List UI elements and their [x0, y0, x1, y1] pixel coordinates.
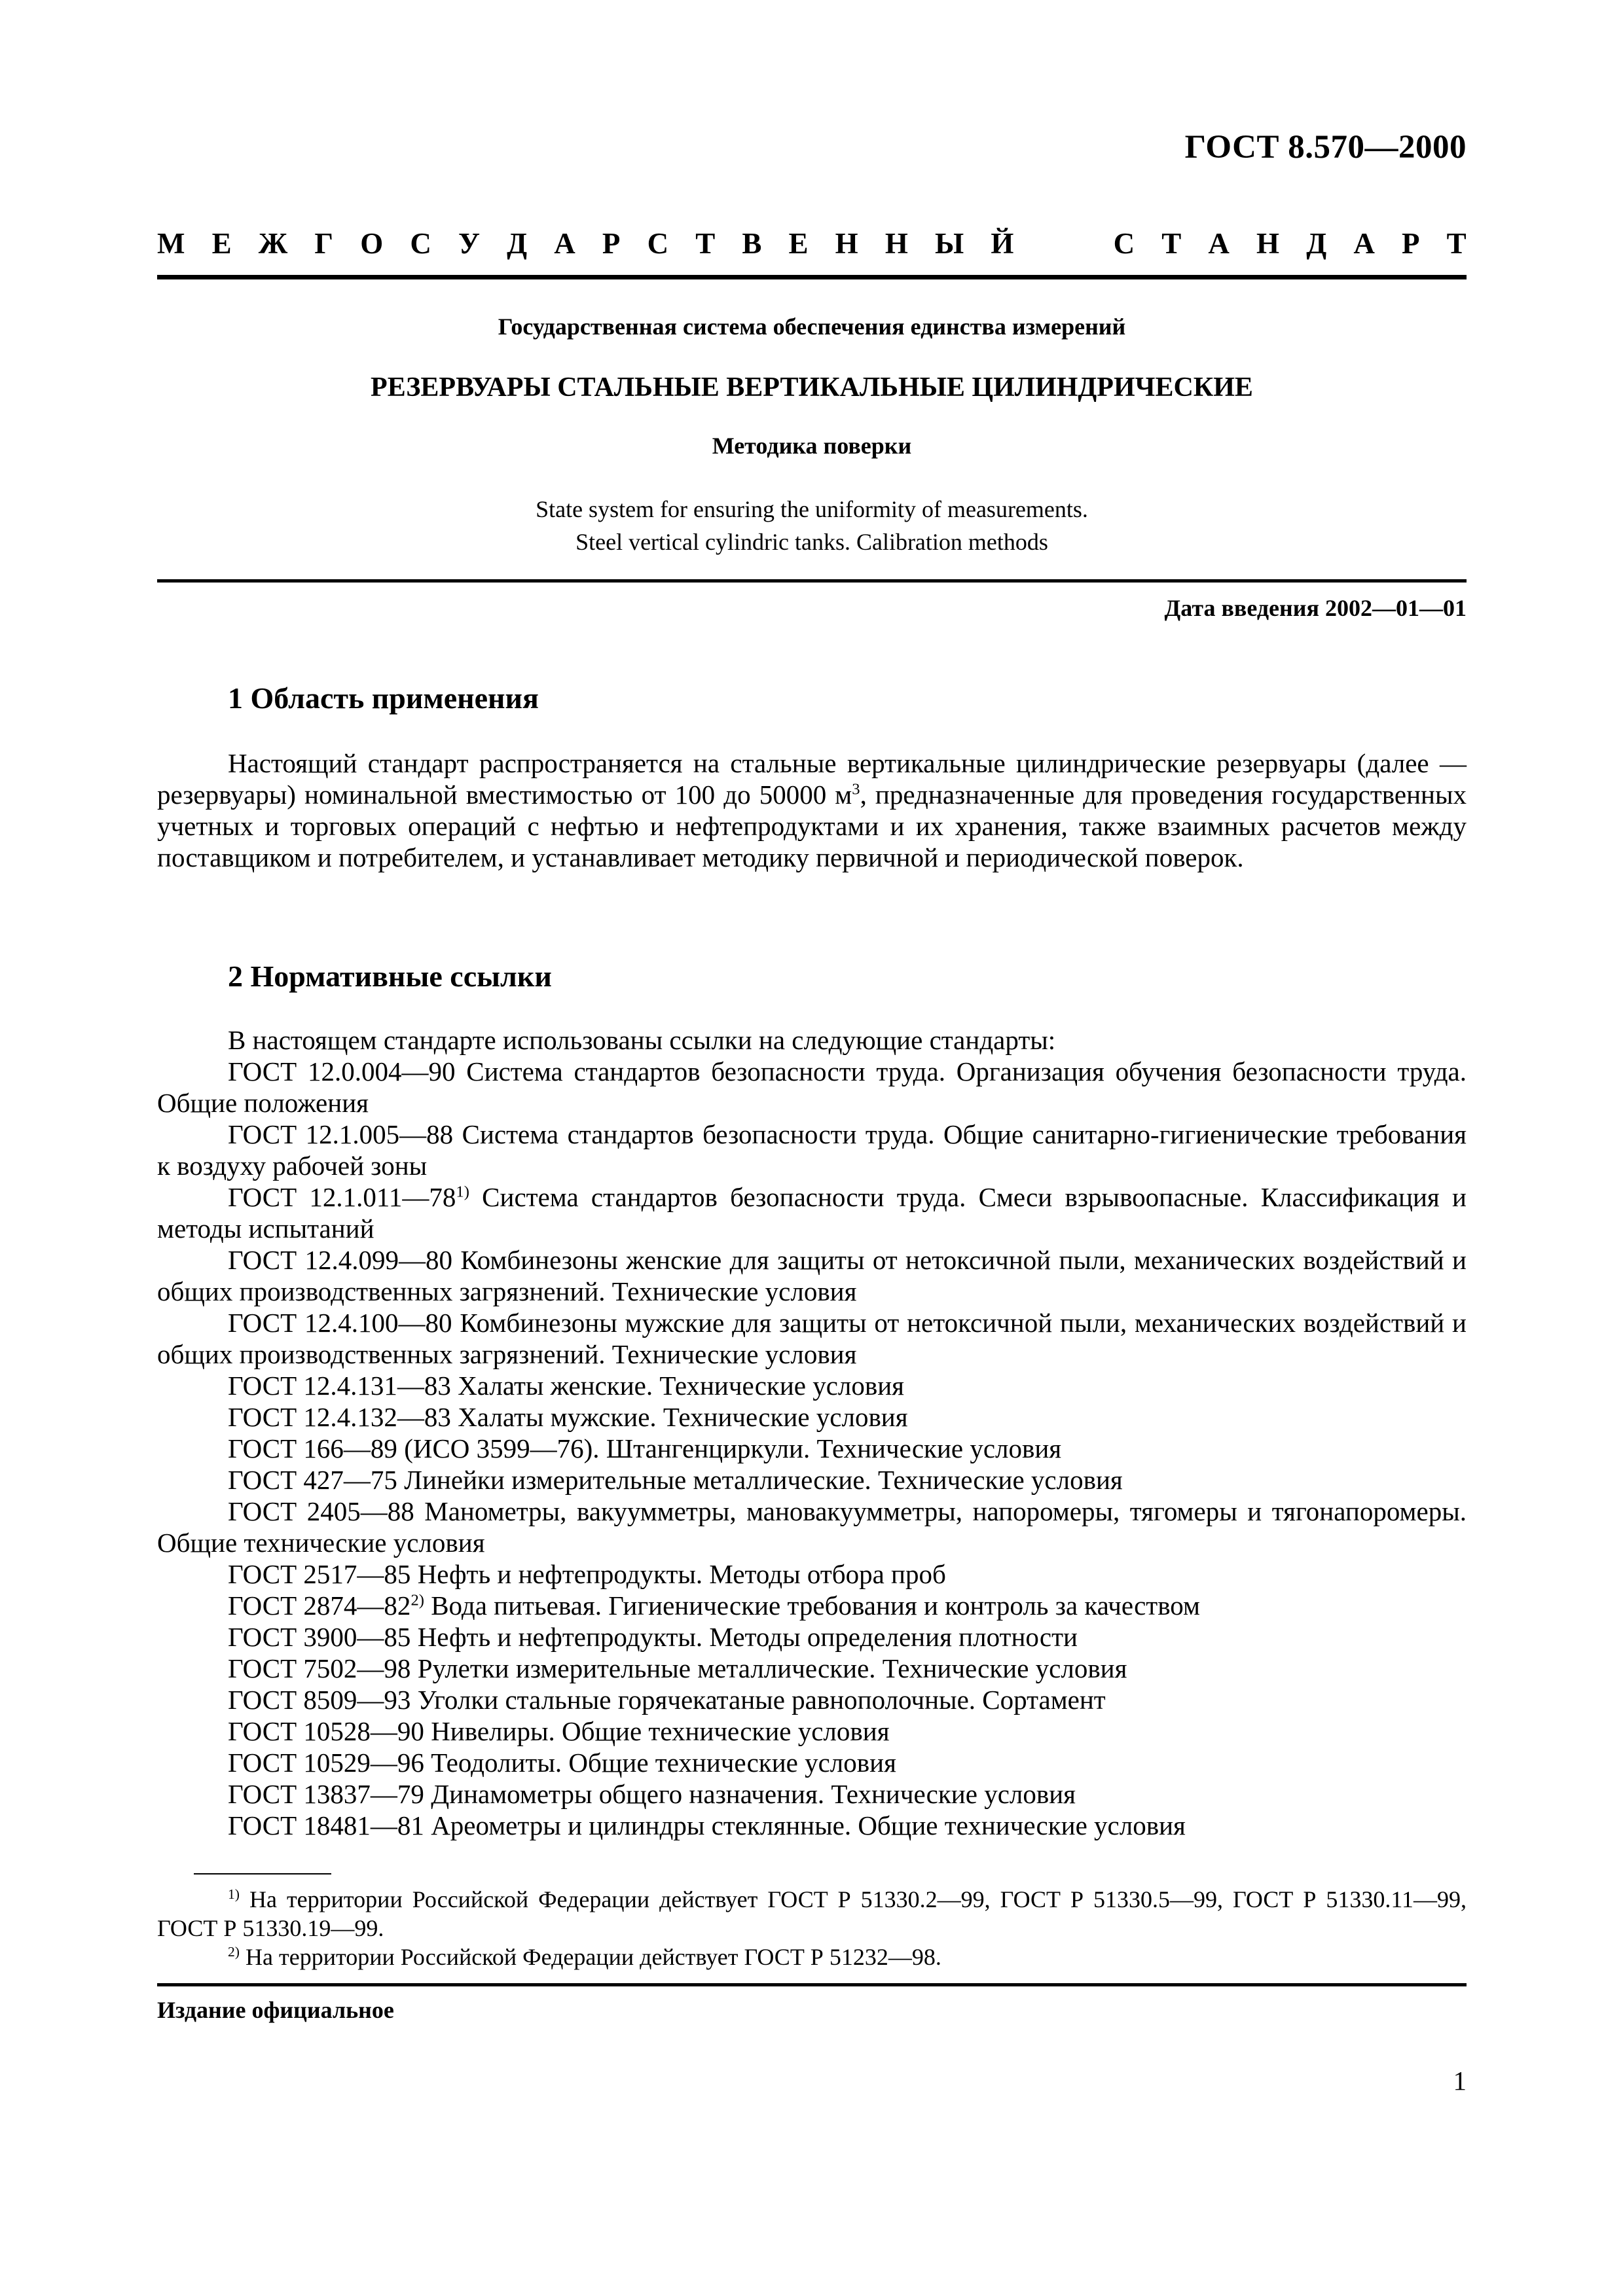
reference-title: Нивелиры. Общие технические условия — [424, 1716, 890, 1746]
banner-letter: Н — [884, 227, 908, 260]
superscript: 3 — [852, 780, 860, 798]
banner-letter: О — [360, 227, 384, 260]
reference-title: Нефть и нефтепродукты. Методы отбора проб — [410, 1559, 946, 1589]
banner-letter: Г — [314, 227, 334, 260]
reference-title: Нефть и нефтепродукты. Методы определения плотности — [410, 1622, 1078, 1652]
reference-title: Комбинезоны мужские для защиты от нетоксичной пыли, механических воздействий и общих производственных загрязнений. Технические условия — [157, 1308, 1467, 1369]
reference-item — [157, 1181, 1467, 1244]
document-page — [157, 0, 1467, 2296]
banner-letter: Й — [991, 227, 1014, 260]
english-title-line: State system for ensuring the uniformity of measurements. — [536, 496, 1088, 522]
reference-item — [157, 1370, 1467, 1401]
reference-code: ГОСТ 427—75 — [228, 1465, 397, 1495]
banner-letter: Ы — [934, 227, 964, 260]
references-intro: В настоящем стандарте использованы ссылки на следующие стандарты: — [228, 1025, 1056, 1055]
footnote — [157, 1943, 1467, 1971]
reference-title: Система стандартов безопасности труда. Организация обучения безопасности труда. Общие положения — [157, 1056, 1467, 1118]
document-number: ГОСТ 8.570—2000 — [1184, 129, 1467, 166]
reference-title: Линейки измерительные металлические. Технические условия — [397, 1465, 1123, 1495]
reference-code: ГОСТ 2405—88 — [228, 1496, 414, 1526]
footnote-marker: 2) — [410, 1591, 424, 1609]
banner-letter: Д — [507, 227, 528, 260]
footnote — [157, 1885, 1467, 1943]
main-title: РЕЗЕРВУАРЫ СТАЛЬНЫЕ ВЕРТИКАЛЬНЫЕ ЦИЛИНДРИЧЕСКИЕ — [371, 372, 1253, 403]
title-rule — [157, 579, 1467, 583]
banner-letter: А — [1353, 227, 1375, 260]
footnote-marker: 1) — [456, 1183, 469, 1201]
scope-text: Настоящий стандарт распространяется на стальные вертикальные цилиндрические резервуары (далее — резервуары) номинальной вместимостью от 100 до 50000 м — [157, 748, 1467, 810]
reference-code: ГОСТ 12.4.099—80 — [228, 1245, 453, 1275]
banner-letter: А — [1208, 227, 1230, 260]
reference-item — [157, 1684, 1467, 1715]
scope-paragraph — [157, 747, 1467, 873]
reference-item — [157, 1307, 1467, 1370]
reference-code: ГОСТ 2874—82 — [228, 1590, 411, 1621]
banner-letter: Е — [211, 227, 232, 260]
banner-letter: Р — [602, 227, 621, 260]
footnote-rule — [194, 1873, 331, 1874]
reference-item — [157, 1119, 1467, 1181]
reference-title: Манометры, вакуумметры, мановакуумметры, напоромеры, тягомеры и тягонапоромеры. Общие технические условия — [157, 1496, 1467, 1558]
reference-code: ГОСТ 18481—81 — [228, 1810, 424, 1840]
reference-code: ГОСТ 166—89 — [228, 1433, 397, 1463]
reference-title: Ареометры и цилиндры стеклянные. Общие технические условия — [424, 1810, 1186, 1840]
banner-letter: М — [157, 227, 185, 260]
reference-code: ГОСТ 12.1.011—78 — [228, 1182, 456, 1212]
reference-title: Теодолиты. Общие технические условия — [424, 1748, 896, 1778]
reference-code: ГОСТ 12.4.100—80 — [228, 1308, 452, 1338]
footnote-text: На территории Российской Федерации действует ГОСТ Р 51330.2—99, ГОСТ Р 51330.5—99, ГОСТ Р 51330.11—99, ГОСТ Р 51330.19—99. — [157, 1886, 1467, 1941]
reference-code: ГОСТ 12.4.131—83 — [228, 1371, 451, 1401]
reference-item — [157, 1810, 1467, 1841]
reference-code: ГОСТ 10528—90 — [228, 1716, 424, 1746]
reference-item — [157, 1464, 1467, 1496]
reference-code: ГОСТ 12.4.132—83 — [228, 1402, 451, 1432]
reference-title: Динамометры общего назначения. Технические условия — [424, 1779, 1076, 1809]
reference-title: (ИСО 3599—76). Штангенциркули. Технические условия — [397, 1433, 1062, 1463]
reference-item — [157, 1496, 1467, 1558]
introduction-date: Дата введения 2002—01—01 — [1164, 595, 1467, 621]
reference-code: ГОСТ 12.1.005—88 — [228, 1119, 454, 1149]
reference-item — [157, 1778, 1467, 1810]
banner-letter: А — [554, 227, 575, 260]
reference-code: ГОСТ 2517—85 — [228, 1559, 411, 1589]
references-list — [157, 1024, 1467, 1841]
reference-title: Уголки стальные горячекатаные равнополочные. Сортамент — [410, 1685, 1106, 1715]
footnote-marker: 2) — [228, 1944, 240, 1960]
reference-item — [157, 1244, 1467, 1307]
reference-title: Халаты женские. Технические условия — [450, 1371, 905, 1401]
banner-letter: Е — [788, 227, 809, 260]
footer-rule — [157, 1983, 1467, 1986]
banner-letter: С — [410, 227, 431, 260]
reference-code: ГОСТ 7502—98 — [228, 1653, 411, 1683]
section-heading-references: 2 Нормативные ссылки — [228, 960, 552, 993]
banner-letter: С — [647, 227, 669, 260]
reference-item — [157, 1653, 1467, 1684]
scope-text: , предназначенные для проведения государственных учетных и торговых операций с нефтью и нефтепродуктами и их хранения, также взаимных расчетов между поставщиком и потребителем, и устанавливает методику первичной и периодической поверок. — [157, 780, 1467, 872]
reference-item — [157, 1056, 1467, 1119]
footnotes — [157, 1885, 1467, 1971]
banner-letter: Т — [695, 227, 716, 260]
system-title: Государственная система обеспечения единства измерений — [498, 314, 1126, 340]
banner-letter: Д — [1306, 227, 1327, 260]
reference-item — [157, 1747, 1467, 1778]
reference-title: Система стандартов безопасности труда. Смеси взрывоопасные. Классификация и методы испытаний — [157, 1182, 1467, 1244]
reference-item — [157, 1401, 1467, 1433]
reference-title: Система стандартов безопасности труда. Общие санитарно-гигиенические требования к воздуху рабочей зоны — [157, 1119, 1467, 1181]
reference-code: ГОСТ 13837—79 — [228, 1779, 424, 1809]
reference-code: ГОСТ 10529—96 — [228, 1748, 424, 1778]
footnote-marker: 1) — [228, 1886, 240, 1902]
banner-letter: У — [458, 227, 481, 260]
reference-title: Комбинезоны женские для защиты от нетоксичной пыли, механических воздействий и общих производственных загрязнений. Технические условия — [157, 1245, 1467, 1306]
banner-letter: Т — [1161, 227, 1182, 260]
banner-word-gap — [1040, 229, 1086, 259]
reference-title: Вода питьевая. Гигиенические требования и контроль за качеством — [424, 1590, 1200, 1621]
reference-title: Халаты мужские. Технические условия — [450, 1402, 908, 1432]
english-title-line: Steel vertical cylindric tanks. Calibration methods — [575, 529, 1048, 555]
reference-code: ГОСТ 8509—93 — [228, 1685, 411, 1715]
section-heading-scope: 1 Область применения — [228, 681, 539, 715]
official-edition-label: Издание официальное — [157, 1997, 394, 2023]
banner-letter: В — [742, 227, 762, 260]
reference-item — [157, 1590, 1467, 1621]
reference-item — [157, 1715, 1467, 1747]
reference-title: Рулетки измерительные металлические. Технические условия — [410, 1653, 1127, 1683]
reference-item — [157, 1433, 1467, 1464]
banner-letter: Н — [1256, 227, 1280, 260]
header-rule — [157, 275, 1467, 279]
banner-letter: С — [1113, 227, 1135, 260]
method-title: Методика поверки — [712, 433, 912, 459]
reference-item — [157, 1558, 1467, 1590]
english-title — [157, 493, 1467, 558]
reference-code: ГОСТ 3900—85 — [228, 1622, 411, 1652]
banner-letter: Ж — [258, 227, 288, 260]
reference-code: ГОСТ 12.0.004—90 — [228, 1056, 456, 1086]
reference-item — [157, 1621, 1467, 1653]
footnote-text: На территории Российской Федерации действует ГОСТ Р 51232—98. — [240, 1944, 941, 1970]
banner-letter: Н — [835, 227, 858, 260]
page-number: 1 — [1453, 2066, 1467, 2096]
banner-letter: Т — [1446, 227, 1467, 260]
banner-letter: Р — [1401, 227, 1420, 260]
interstate-standard-banner — [157, 229, 1467, 259]
